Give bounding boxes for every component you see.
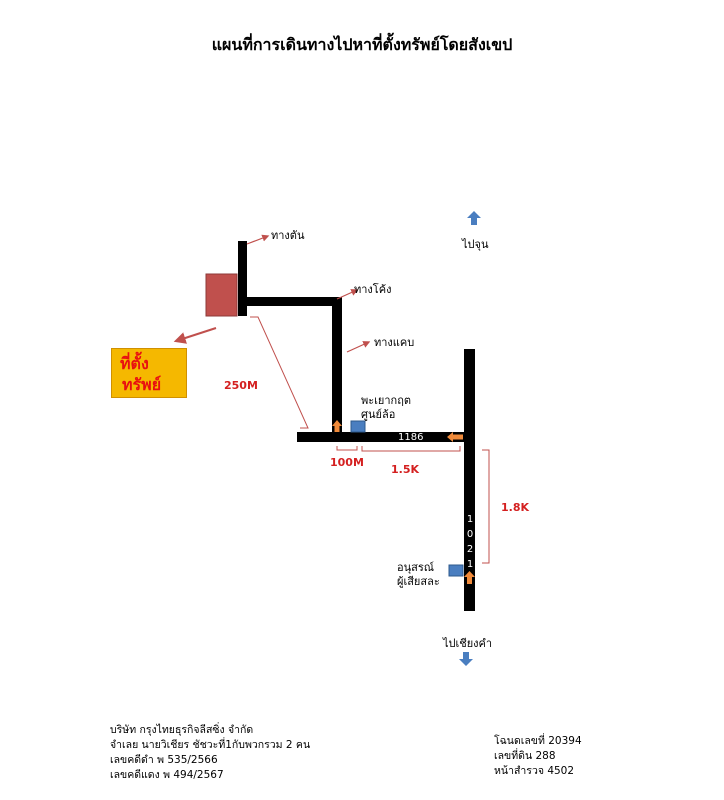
- footer-black-case-number: เลขคดีดำ พ 535/2566: [110, 754, 218, 766]
- distance-1-8k: 1.8K: [501, 501, 530, 514]
- branch-road-vertical: [332, 297, 342, 441]
- narrow-pointer: [347, 342, 369, 352]
- south-arrow-icon: [459, 652, 473, 666]
- north-arrow-icon: [467, 211, 481, 225]
- property-building: [206, 274, 237, 316]
- footer-company: บริษัท กรุงไทยธุรกิจลีสซิ่ง จำกัด: [110, 724, 254, 736]
- distance-100m: 100M: [330, 456, 364, 469]
- landmark-memorial-line2: ผู้เสียสละ: [397, 575, 440, 588]
- road-1186-number: 1186: [398, 432, 424, 443]
- footer-land-number: เลขที่ดิน 288: [494, 750, 556, 762]
- distance-bracket-1-8k: [482, 450, 489, 563]
- to-north-label: ไปจุน: [462, 238, 489, 251]
- landmark-memorial-line1: อนุสรณ์: [397, 561, 434, 574]
- footer-defendant: จำเลย นายวิเชียร ชัชวะที่1กับพวกรวม 2 คน: [110, 739, 311, 751]
- narrow-label: ทางแคบ: [374, 336, 415, 349]
- road-1021-digit: 1: [466, 514, 474, 525]
- road-1021-digit: 0: [466, 529, 474, 540]
- distance-bracket-100m: [337, 446, 357, 450]
- property-label-line1: ที่ตั้ง: [120, 354, 149, 373]
- page-title: แผนที่การเดินทางไปหาที่ตั้งทรัพย์โดยสังเขป: [211, 35, 513, 54]
- property-location-label: [111, 348, 187, 398]
- footer-case-info: [110, 723, 310, 783]
- footer-red-case-number: เลขคดีแดง พ 494/2567: [110, 769, 224, 781]
- to-south-label: ไปเชียงคำ: [443, 637, 493, 650]
- distance-250m: 250M: [224, 379, 258, 392]
- landmark-tire-center-line2: ศูนย์ล้อ: [361, 408, 396, 421]
- road-1021-digit: 1: [466, 559, 474, 570]
- curve-label: ทางโค้ง: [354, 283, 392, 296]
- footer-deed-number: โฉนดเลขที่ 20394: [494, 735, 582, 747]
- footer-survey-page: หน้าสำรวจ 4502: [494, 765, 575, 777]
- distance-bracket-250m: [250, 317, 308, 428]
- road-1021-digit: 2: [466, 544, 474, 555]
- landmark-tire-center-line1: พะเยากฤต: [361, 394, 412, 407]
- landmark-memorial-marker: [449, 565, 463, 576]
- property-label-line2: ทรัพย์: [122, 375, 162, 394]
- dead-end-label: ทางตัน: [271, 229, 305, 242]
- footer-land-info: [494, 734, 582, 779]
- distance-1-5k: 1.5K: [391, 463, 420, 476]
- distance-bracket-1-5k: [362, 446, 460, 451]
- property-pointer: [176, 328, 216, 341]
- dead-end-pointer: [247, 236, 268, 244]
- branch-road-horizontal: [238, 297, 342, 306]
